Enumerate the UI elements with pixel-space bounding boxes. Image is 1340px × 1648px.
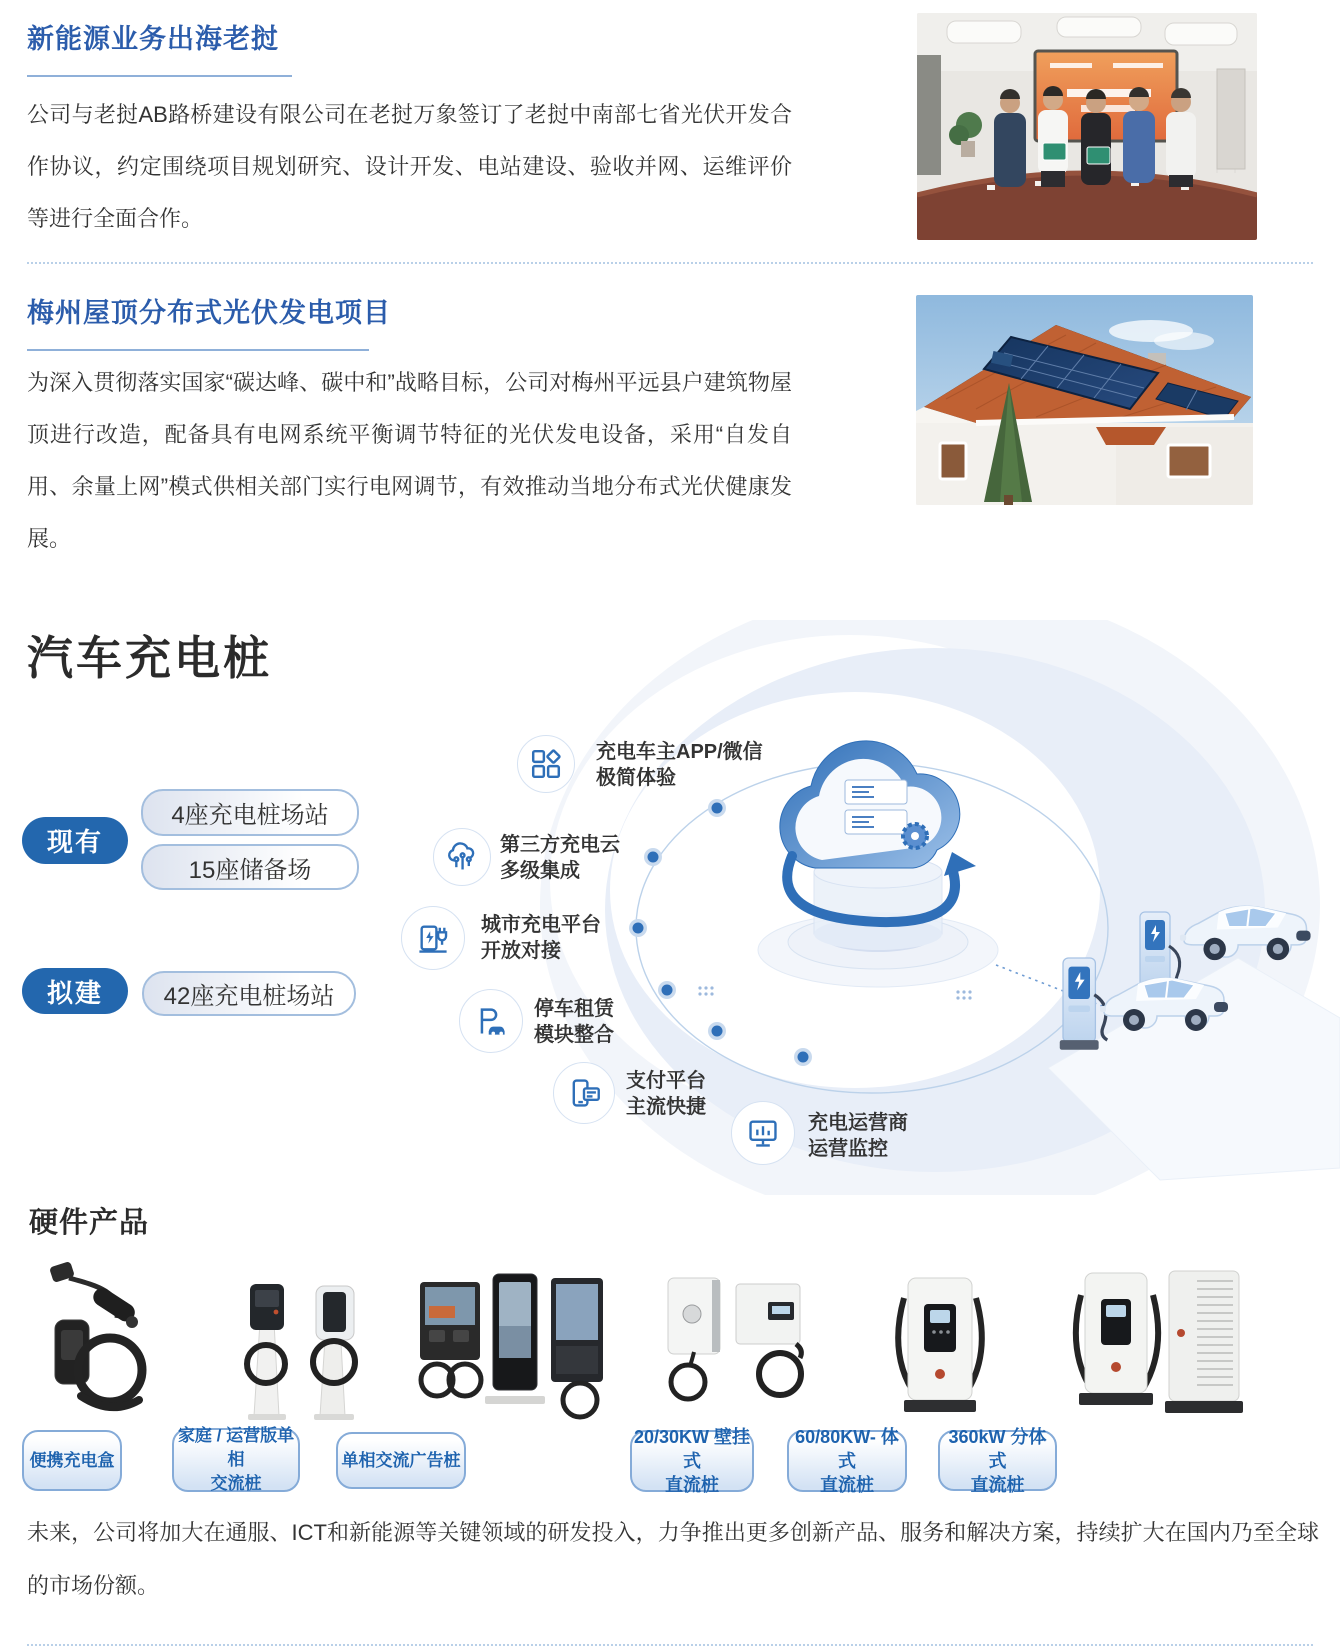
pedestal-ac-chargers-image	[230, 1258, 370, 1423]
meizhou-section-title: 梅州屋顶分布式光伏发电项目	[27, 298, 391, 328]
section-divider-dotted	[27, 262, 1313, 264]
feature-payment-circle	[553, 1062, 615, 1124]
ac-advertising-piles-image	[415, 1268, 610, 1423]
payment-phone-icon	[567, 1076, 601, 1110]
laos-title-underline	[27, 75, 292, 77]
feature-app-circle	[517, 735, 575, 793]
laos-section-title: 新能源业务出海老挝	[27, 24, 279, 54]
existing-badge: 现有	[22, 817, 128, 864]
portable-charger-image	[25, 1258, 165, 1423]
feature-cloud-circle	[433, 828, 491, 886]
meizhou-section-body: 为深入贯彻落实国家“碳达峰、碳中和”战略目标，公司对梅州平远县户建筑物屋顶进行改造，配备具有电网系统平衡调节特征的光伏发电设备，采用“自发自用、余量上网”模式供相关部门实行电网调节，有效推动当地分布式光伏健康发展。	[27, 370, 792, 551]
feature-cloud-label: 第三方充电云 多级集成	[500, 834, 620, 882]
meizhou-rooftop-photo	[916, 295, 1253, 505]
monitor-chart-icon	[746, 1116, 780, 1150]
feature-parking-circle	[459, 989, 523, 1053]
footer-paragraph: 未来，公司将加大在通服、ICT和新能源等关键领域的研发投入，力争推出更多创新产品、服务和解决方案，持续扩大在国内乃至全球的市场份额。	[27, 1520, 1319, 1598]
floor-dc-charger-image	[880, 1258, 1000, 1423]
feature-monitor-circle	[731, 1101, 795, 1165]
product-pill-split-dc: 360kW 分体式 直流桩	[938, 1430, 1057, 1491]
solar-house-illustration	[916, 295, 1253, 505]
product-pill-portable: 便携充电盒	[22, 1430, 122, 1491]
product-pill-wall-dc: 20/30KW 壁挂式 直流桩	[630, 1430, 754, 1492]
meizhou-title-underline	[27, 349, 369, 351]
split-dc-charger-image	[1065, 1255, 1255, 1425]
parking-car-icon	[474, 1004, 508, 1038]
app-grid-icon	[530, 748, 562, 780]
laos-section-body: 公司与老挝AB路桥建设有限公司在老挝万象签订了老挝中南部七省光伏开发合作协议，约定围绕项目规划研究、设计开发、电站建设、验收并网、运维评价等进行全面合作。	[27, 102, 792, 231]
existing-stat-pill-2: 15座储备场	[141, 844, 359, 890]
feature-city-circle	[401, 906, 465, 970]
laos-signing-photo-illustration	[917, 13, 1257, 240]
feature-payment-label: 支付平台 主流快捷	[626, 1070, 706, 1118]
charging-station-icon	[416, 921, 450, 955]
product-pill-floor-dc: 60/80KW- 体式 直流桩	[787, 1430, 907, 1492]
product-pill-home-ac: 家庭 / 运营版单相 交流桩	[172, 1428, 300, 1492]
feature-monitor-label: 充电运营商 运营监控	[808, 1112, 908, 1160]
laos-signing-photo	[917, 13, 1257, 240]
product-pill-ad-pile: 单相交流广告桩	[336, 1432, 466, 1489]
feature-parking-label: 停车租赁 模块整合	[534, 998, 614, 1046]
hardware-section-title: 硬件产品	[29, 1207, 150, 1239]
feature-city-label: 城市充电平台 开放对接	[481, 914, 601, 962]
planned-stat-pill-1: 42座充电桩场站	[142, 971, 356, 1016]
charging-section-title: 汽车充电桩	[27, 632, 272, 684]
cloud-network-icon	[445, 840, 479, 874]
bottom-divider-dotted	[27, 1644, 1313, 1646]
planned-badge: 拟建	[22, 968, 128, 1014]
wall-mounted-dc-chargers-image	[650, 1272, 810, 1412]
feature-app-label: 充电车主APP/微信 极简体验	[596, 741, 763, 789]
existing-stat-pill-1: 4座充电桩场站	[141, 789, 359, 836]
